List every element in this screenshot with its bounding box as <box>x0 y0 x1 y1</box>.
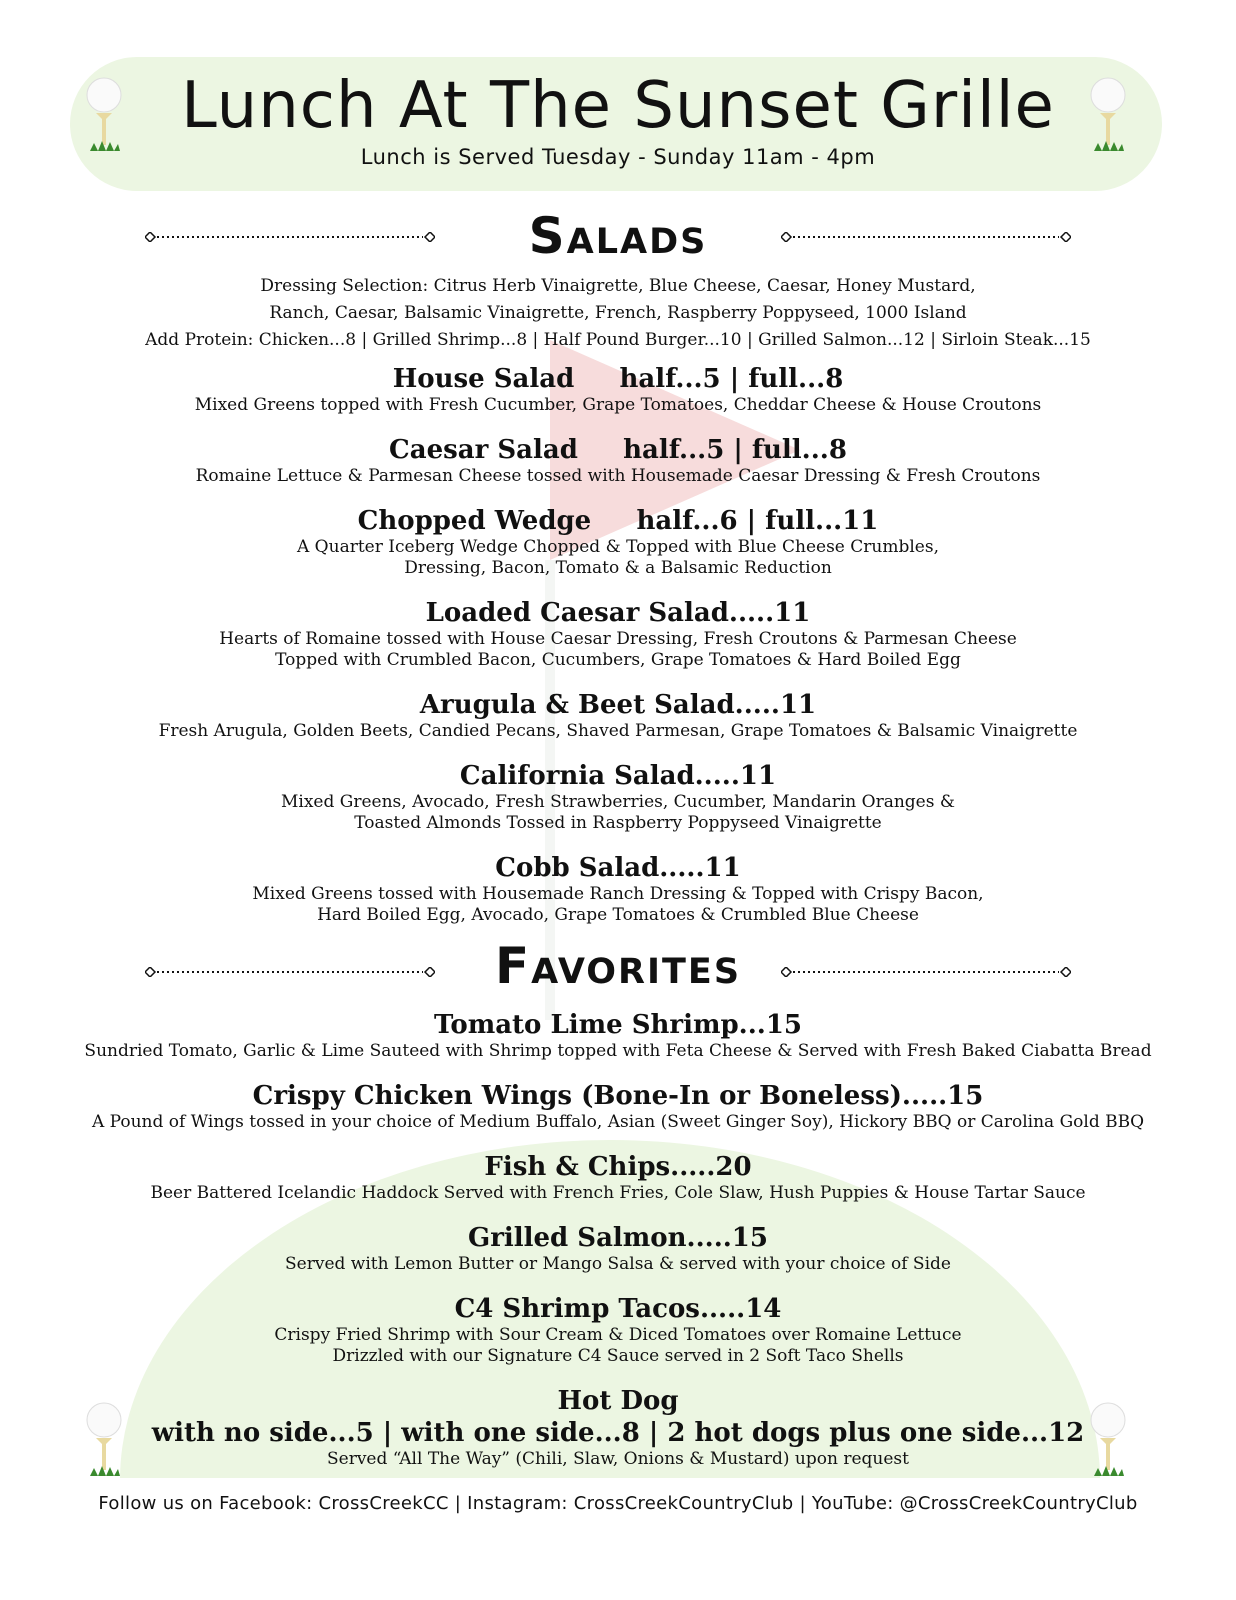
salads-section-header <box>0 206 1236 266</box>
menu-item-crispy-chicken-wings <box>0 1080 1236 1133</box>
item-name: Grilled Salmon.....15 <box>467 1223 768 1253</box>
menu-item-caesar-salad <box>0 434 1236 487</box>
menu-item-chopped-wedge <box>0 505 1236 579</box>
dressing-selection-line-2: Ranch, Caesar, Balsamic Vinaigrette, French, Raspberry Poppyseed, 1000 Island <box>269 303 967 323</box>
page-title: Lunch At The Sunset Grille <box>181 69 1055 143</box>
item-description: Mixed Greens, Avocado, Fresh Strawberries, Cucumber, Mandarin Oranges & <box>281 792 955 812</box>
item-description: Dressing, Bacon, Tomato & a Balsamic Reduction <box>404 558 832 578</box>
divider-ornament <box>781 232 1071 242</box>
item-name: C4 Shrimp Tacos.....14 <box>454 1294 782 1324</box>
page-subtitle: Lunch is Served Tuesday - Sunday 11am - 4pm <box>360 145 876 169</box>
menu-item-hot-dog <box>0 1385 1236 1470</box>
golf-tee-icon <box>84 75 124 155</box>
item-description: A Quarter Iceberg Wedge Chopped & Topped with Blue Cheese Crumbles, <box>297 537 939 557</box>
item-description: Served with Lemon Butter or Mango Salsa & served with your choice of Side <box>285 1254 951 1274</box>
item-description: Sundried Tomato, Garlic & Lime Sauteed with Shrimp topped with Feta Cheese & Served with Fresh Baked Ciabatta Bread <box>84 1041 1152 1061</box>
item-name: House Salad half...5 | full...8 <box>392 364 844 394</box>
menu-item-house-salad <box>0 363 1236 416</box>
item-name: Hot Dog <box>557 1386 679 1416</box>
menu-item-tomato-lime-shrimp <box>0 1009 1236 1062</box>
item-description: Toasted Almonds Tossed in Raspberry Poppyseed Vinaigrette <box>354 813 882 833</box>
divider-ornament <box>781 967 1071 977</box>
dressing-selection-line-1: Dressing Selection: Citrus Herb Vinaigrette, Blue Cheese, Caesar, Honey Mustard, <box>260 276 976 296</box>
menu-item-california-salad <box>0 760 1236 834</box>
item-description: Beer Battered Icelandic Haddock Served with French Fries, Cole Slaw, Hush Puppies & House Tartar Sauce <box>150 1183 1086 1203</box>
item-description: Mixed Greens tossed with Housemade Ranch Dressing & Topped with Crispy Bacon, <box>252 884 984 904</box>
item-name: Chopped Wedge half...6 | full...11 <box>357 506 879 536</box>
menu-item-arugula-beet-salad <box>0 689 1236 742</box>
item-name: Loaded Caesar Salad.....11 <box>425 598 811 628</box>
menu-item-grilled-salmon <box>0 1222 1236 1275</box>
item-name: Crispy Chicken Wings (Bone-In or Boneless).....15 <box>252 1081 984 1111</box>
add-protein-line: Add Protein: Chicken...8 | Grilled Shrimp...8 | Half Pound Burger...10 | Grilled Salmon...12 | Sirloin Steak...15 <box>145 330 1091 350</box>
item-name: California Salad.....11 <box>459 761 777 791</box>
item-description: Romaine Lettuce & Parmesan Cheese tossed with Housemade Caesar Dressing & Fresh Croutons <box>195 466 1041 486</box>
item-description: Crispy Fried Shrimp with Sour Cream & Diced Tomatoes over Romaine Lettuce <box>274 1325 962 1345</box>
item-description: A Pound of Wings tossed in your choice of Medium Buffalo, Asian (Sweet Ginger Soy), Hickory BBQ or Carolina Gold BBQ <box>91 1112 1145 1132</box>
item-description: Drizzled with our Signature C4 Sauce served in 2 Soft Taco Shells <box>332 1346 904 1366</box>
item-name: Caesar Salad half...5 | full...8 <box>389 435 847 465</box>
item-description: Fresh Arugula, Golden Beets, Candied Pecans, Shaved Parmesan, Grape Tomatoes & Balsamic Vinaigrette <box>158 721 1078 741</box>
menu-item-loaded-caesar-salad <box>0 597 1236 671</box>
item-name: Tomato Lime Shrimp...15 <box>433 1010 802 1040</box>
item-description: Hard Boiled Egg, Avocado, Grape Tomatoes & Crumbled Blue Cheese <box>317 905 919 925</box>
item-description: Served “All The Way” (Chili, Slaw, Onions & Mustard) upon request <box>326 1449 909 1469</box>
menu-item-fish-and-chips <box>0 1151 1236 1204</box>
golf-tee-icon <box>1088 75 1128 155</box>
menu-item-c4-shrimp-tacos <box>0 1293 1236 1367</box>
salads-heading: Salads <box>528 207 708 265</box>
favorites-heading: Favorites <box>494 937 742 995</box>
item-name: Fish & Chips.....20 <box>484 1152 752 1182</box>
social-media-footer: Follow us on Facebook: CrossCreekCC | Instagram: CrossCreekCountryClub | YouTube: @CrossCreekCountryClub <box>98 1493 1138 1514</box>
favorites-section-header <box>0 936 1236 996</box>
item-name: Cobb Salad.....11 <box>495 853 741 883</box>
item-price-options: with no side...5 | with one side...8 | 2 hot dogs plus one side...12 <box>151 1418 1085 1448</box>
item-description: Hearts of Romaine tossed with House Caesar Dressing, Fresh Croutons & Parmesan Cheese <box>219 629 1017 649</box>
item-name: Arugula & Beet Salad.....11 <box>419 690 817 720</box>
item-description: Mixed Greens topped with Fresh Cucumber, Grape Tomatoes, Cheddar Cheese & House Croutons <box>194 395 1042 415</box>
menu-item-cobb-salad <box>0 852 1236 926</box>
item-description: Topped with Crumbled Bacon, Cucumbers, Grape Tomatoes & Hard Boiled Egg <box>275 650 961 670</box>
